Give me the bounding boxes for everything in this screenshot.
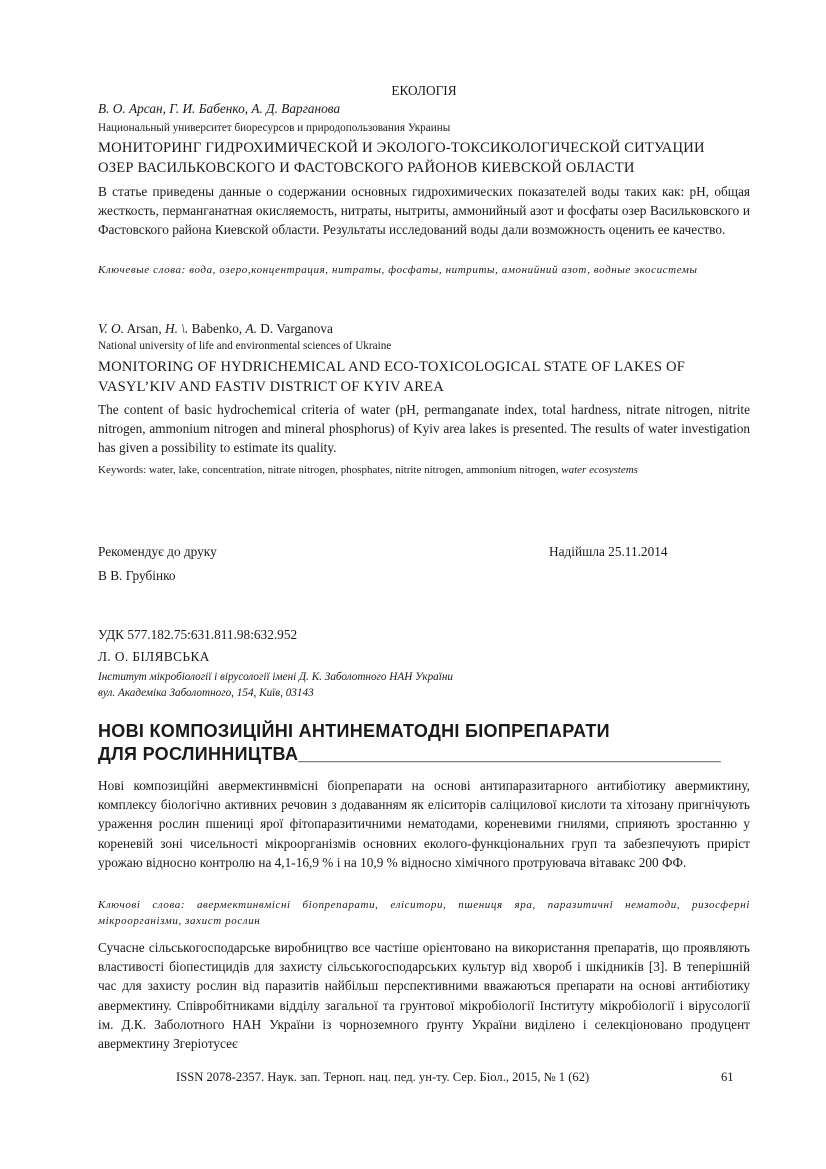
en-author-initials: H. \. (164, 321, 189, 336)
recommend-label: Рекомендує до друку (98, 544, 217, 559)
ru-title-line: ОЗЕР ВАСИЛЬКОВСКОГО И ФАСТОВСКОГО РАЙОНОВ КИЕВСКОЙ ОБЛАСТИ (98, 160, 635, 176)
en-abstract: The content of basic hydrochemical criteria of water (pH, permanganate index, total hardness, nitrate nitrogen, nitrite nitrogen, ammonium nitrogen and mineral phosphorus) of Kyiv area lakes is presented. The results of water investigation has given a possibility to estimate its quality. (98, 402, 750, 455)
ua-body: Сучасне сільськогосподарське виробництво все частіше орієнтовано на використання препаратів, що проявляють властивості біопестицидів для захисту сільськогосподарських культур від хвороб і шкідників [3]. В теперішній час для захисту рослин від паразитів найбільш перспективними вважаються препарати на основі антибіотику авермектину. Співробітниками відділу загальної та грунтової мікробіології Інституту мікробіології і вірусології ім. Д.К. Заболотного НАН України із чорноземного ґрунту України виділено і селекціоновано продуцент авермектину Згеріотусеє (98, 940, 750, 1052)
ua-abstract: Нові композиційні авермектинвмісні біопрепарати на основі антипаразитарного антибіотику авермиктину, комплексу біологічно активних речовин з додаванням як еліситорів саліцилової кислоти та хітозану пригнічують ураження рослин пшениці ярої фітопаразитичними нематодами, кореневими гнилями, сприяють зростанню у кореневій зоні чисельності мікроорганізмів основних еколого-функціональних груп та забезпечують приріст урожаю відносно контролю на 4,1-16,9 % і на 10,9 % відносно хімічного протруювача вітавакс 200 ФФ. (98, 778, 750, 870)
ru-title-line: МОНИТОРИНГ ГИДРОХИМИЧЕСКОЙ И ЭКОЛОГО-ТОКСИКОЛОГИЧЕСКОЙ СИТУАЦИИ (98, 140, 705, 156)
en-keywords-text: Keywords: water, lake, concentration, nitrate nitrogen, phosphates, nitrite nitrogen, ammonium nitrogen, (98, 464, 559, 476)
en-author-initials: V. O. (98, 321, 124, 336)
en-title-line: VASYL’KIV AND FASTIV DISTRICT OF KYIV AREA (98, 379, 444, 395)
en-author-name: Arsan, (123, 321, 165, 336)
ua-keywords: Ключові слова: авермектинвмісні біопрепарати, еліситори, пшениця яра, паразитичні нематоди, ризосферні мікроорганізми, захист рослин (98, 899, 750, 927)
section-heading: ЕКОЛОГІЯ (391, 83, 457, 98)
ua-author: Л. О. БІЛЯВСЬКА (98, 649, 210, 664)
ua-title (98, 720, 750, 766)
en-affiliation: National university of life and environmental sciences of Ukraine (98, 340, 392, 352)
en-author-name: Babenko, (188, 321, 246, 336)
en-keywords (98, 462, 750, 478)
en-author-initials: A. (245, 321, 257, 336)
en-author-name: D. Varganova (256, 321, 333, 336)
ru-title (98, 138, 750, 178)
ua-title-line: ДЛЯ РОСЛИННИЦТВА_________________________________________ (98, 744, 721, 764)
ru-affiliation: Национальный университет биоресурсов и природопользования Украины (98, 122, 451, 134)
en-title (98, 357, 750, 397)
ru-authors: В. О. Арсан, Г. И. Бабенко, А. Д. Варганова (98, 101, 341, 116)
received-date: Надійшла 25.11.2014 (549, 544, 668, 559)
udc-code: УДК 577.182.75:631.811.98:632.952 (98, 627, 298, 642)
en-authors (98, 320, 750, 338)
en-keywords-italic: water ecosystems (561, 464, 638, 476)
page-number: 61 (721, 1070, 734, 1084)
ru-abstract: В статье приведены данные о содержании основных гидрохимических показателей воды таких как: pH, общая жесткость, перманганатная окисляемость, нитраты, нытриты, аммонийный азот и фосфаты озер Васильковского и Фастовского района Киевской области. Результаты исследований воды дали возможность оценить ее качество. (98, 184, 750, 237)
journal-footer: ISSN 2078-2357. Наук. зап. Терноп. нац. пед. ун-ту. Сер. Біол., 2015, № 1 (62) (176, 1070, 590, 1084)
ua-address: вул. Академіка Заболотного, 154, Київ, 03143 (98, 687, 314, 699)
ua-institute: Інститут мікробіології і вірусології імені Д. К. Заболотного НАН України (98, 671, 454, 683)
ua-title-line: НОВІ КОМПОЗИЦІЙНІ АНТИНЕМАТОДНІ БІОПРЕПАРАТИ (98, 721, 610, 741)
en-title-line: MONITORING OF HYDRICHEMICAL AND ECO-TOXICOLOGICAL STATE OF LAKES OF (98, 359, 686, 375)
ru-keywords: Ключевые слова: вода, озеро,концентрация, нитраты, фосфаты, нитриты, амонийний азот, водные экосистемы (98, 264, 698, 276)
recommend-person: В В. Грубінко (98, 568, 176, 583)
